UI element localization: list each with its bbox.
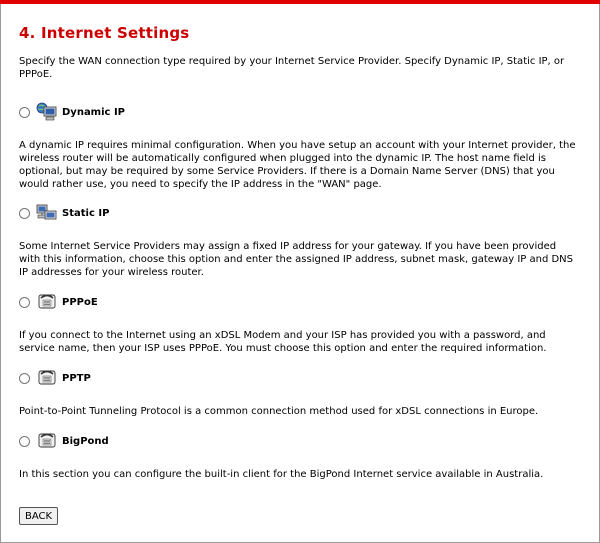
dynamic-ip-radio[interactable] [19, 107, 30, 118]
option-pptp[interactable] [19, 368, 579, 388]
option-static-ip[interactable] [19, 203, 579, 223]
pptp-label: PPTP [62, 372, 91, 384]
dynamic-ip-description: A dynamic IP requires minimal configuration. When you have setup an account with your Internet provider, the wireless router will be automatically configured when plugged into the dynamic IP. The host name field is optional, but may be required by some Service Providers. If there is a Domain Name Server (DNS) that you would rather use, you need to specify the IP address in the "WAN" page. [19, 140, 576, 190]
page-intro: Specify the WAN connection type required by your Internet Service Provider. Specify Dynamic IP, Static IP, or PPPoE. [19, 56, 565, 80]
footer-actions [19, 507, 579, 525]
option-bigpond[interactable] [19, 431, 579, 451]
dynamic-ip-computer-icon [36, 102, 58, 122]
option-pppoe[interactable] [19, 292, 579, 312]
dynamic-ip-label: Dynamic IP [62, 106, 125, 118]
page-title: 4. Internet Settings [19, 24, 190, 42]
static-ip-radio[interactable] [19, 208, 30, 219]
static-ip-label: Static IP [62, 207, 110, 219]
bigpond-description: In this section you can configure the built-in client for the BigPond Internet service available in Australia. [19, 469, 544, 480]
bigpond-label: BigPond [62, 435, 109, 447]
bigpond-radio[interactable] [19, 436, 30, 447]
main-content [19, 24, 579, 525]
option-dynamic-ip[interactable] [19, 102, 579, 122]
pptp-description: Point-to-Point Tunneling Protocol is a common connection method used for xDSL connections in Europe. [19, 406, 539, 417]
pppoe-label: PPPoE [62, 296, 98, 308]
static-ip-description: Some Internet Service Providers may assign a fixed IP address for your gateway. If you have been provided with this information, choose this option and enter the assigned IP address, subnet mask, gateway IP and DNS IP addresses for your wireless router. [19, 241, 574, 278]
pptp-radio[interactable] [19, 373, 30, 384]
phone-icon [36, 368, 58, 388]
pppoe-description: If you connect to the Internet using an xDSL Modem and your ISP has provided you with a password, and service name, then your ISP uses PPPoE. You must choose this option and enter the required information. [19, 330, 547, 354]
phone-icon [36, 292, 58, 312]
back-button[interactable]: BACK [19, 507, 58, 525]
pppoe-radio[interactable] [19, 297, 30, 308]
static-ip-computer-icon [36, 203, 58, 223]
top-accent-bar [0, 0, 600, 4]
phone-icon [36, 431, 58, 451]
